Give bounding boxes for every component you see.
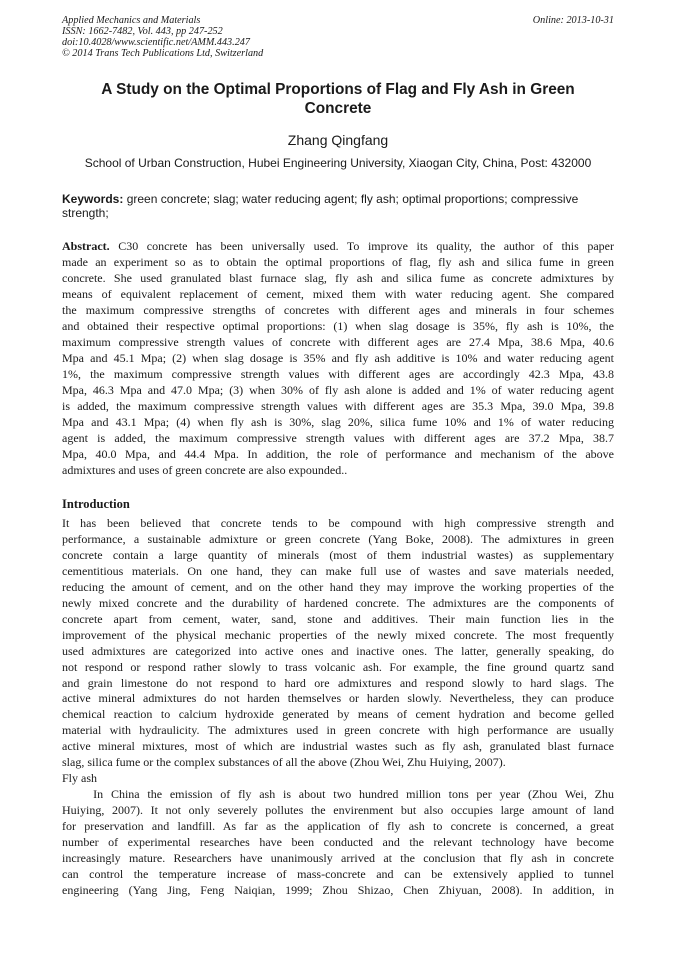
- abstract-line: Mpa and 45.1 Mpa; (2) when slag dosage is 35% and fly ash additive is 10% and water reducing agent: [62, 351, 614, 365]
- abstract: [62, 238, 614, 478]
- body-line: material with hydraulicity. The admixtures used in green concrete with high performance are usually: [62, 723, 614, 738]
- introduction-body: [62, 516, 614, 899]
- subheading-fly-ash: Fly ash: [62, 771, 98, 786]
- body-line: number of experimental researches have been conducted and the relevant technology have become: [62, 835, 614, 850]
- body-line: concrete contain a large quantity of minerals (most of them industrial wastes) as supplementary: [62, 547, 614, 562]
- journal-header: [62, 15, 614, 59]
- abstract-line: [62, 238, 614, 254]
- body-line: newly mixed concrete and the durability of hardened concrete. The admixtures are the components of: [62, 595, 614, 610]
- copyright-line: © 2014 Trans Tech Publications Ltd, Switzerland: [62, 48, 264, 59]
- body-line: slag, silica fume or the complex substances of all the above (Zhou Wei, Zhu Huiying, 2007).: [62, 755, 506, 770]
- body-line: can control the temperature increase of mass-concrete and can be extensively applied to tunnel: [62, 866, 614, 881]
- online-date: Online: 2013-10-31: [532, 15, 614, 26]
- issn-line: ISSN: 1662-7482, Vol. 443, pp 247-252: [62, 26, 223, 37]
- journal-name: Applied Mechanics and Materials: [62, 15, 201, 26]
- body-line: It has been believed that concrete tends to be compound with high compressive strength and: [62, 516, 614, 530]
- abstract-line: and obtained their respective optimal proportions: (1) when slag dosage is 35%, fly ash is 10%, the: [62, 319, 614, 333]
- abstract-line: the maximum compressive strengths of concretes with different ages and minerals in four schemes: [62, 303, 614, 317]
- abstract-line: means of equivalent replacement of cement, mixed them with water reducing agent. She compared: [62, 287, 614, 301]
- abstract-line: 1%, the maximum compressive strength values with different ages are accordingly 42.3 Mpa, 43.8: [62, 367, 614, 381]
- keywords-label: Keywords:: [62, 192, 124, 206]
- body-line: active mineral mixtures, most of which are industrial wastes such as fly ash, granulated blast furnace: [62, 739, 614, 754]
- body-line: concrete apart from cement, water, sand, stone and additives. Their main function lies in the: [62, 611, 614, 626]
- abstract-line: agent is added, the maximum compressive strength values with different ages are 37.2 Mpa, 38.7: [62, 431, 614, 445]
- abstract-line: concrete. She used granulated blast furnace slag, fly ash and silica fume as concrete admixtures by: [62, 271, 614, 285]
- body-line: for preservation and landfill. As far as the application of fly ash to concrete is concerned, a great: [62, 819, 614, 834]
- keywords: [62, 192, 614, 220]
- body-line: reducing the amount of cement, and on the other hand they may improve the working properties of the: [62, 579, 614, 594]
- keywords-text: green concrete; slag; water reducing agent; fly ash; optimal proportions; compressive strength;: [62, 192, 579, 220]
- abstract-line: Mpa and 43.1 Mpa; (4) when fly ash is 30%, slag 20%, silica fume 10% and 1% of water reducing: [62, 415, 614, 429]
- abstract-line: made an experiment so as to obtain the optimal proportions of flag, fly ash and silica fume in green: [62, 255, 614, 269]
- body-line: engineering (Yang Jing, Feng Naiqian, 1999; Zhou Shizao, Chen Zhiyuan, 2008). In addition, in: [62, 882, 614, 897]
- doi-line[interactable]: doi:10.4028/www.scientific.net/AMM.443.247: [62, 37, 250, 48]
- author-name: Zhang Qingfang: [287, 132, 389, 148]
- body-line: and grain limestone do not respond to hard ore admixtures and respond slowly to hard slags. The: [62, 675, 614, 690]
- section-heading-introduction: Introduction: [62, 497, 130, 511]
- title-line: Concrete: [304, 100, 372, 117]
- body-line: In China the emission of fly ash is about two hundred million tons per year (Zhou Wei, Zhu: [62, 787, 614, 802]
- body-line: increasingly mature. Researchers have unanimously arrived at the conclusion that fly ash in concrete: [62, 851, 614, 866]
- abstract-line: admixtures and uses of green concrete are also expounded..: [62, 463, 348, 477]
- body-line: performance, a sustainable admixture or green concrete (Yang Boke, 2008). The admixtures in green: [62, 531, 614, 546]
- paper-title: [62, 80, 614, 118]
- body-line: improvement of the physical mechanic properties of the newly mixed concrete. The most frequently: [62, 627, 614, 642]
- abstract-label: Abstract.: [62, 239, 110, 253]
- title-line: A Study on the Optimal Proportions of Flag and Fly Ash in Green: [101, 81, 575, 98]
- body-line: chemical reaction to calcium hydroxide generated by means of cement hydration and become gelled: [62, 707, 614, 722]
- body-line: Huiying, 2007). It not only severely pollutes the envirenment but also occupies large amount of land: [62, 803, 614, 818]
- body-line: not respond or respond rather slowly to trass volcanic ash. For example, the fine ground quartz sand: [62, 659, 614, 674]
- abstract-line: is added, the maximum compressive strength values with different ages are 35.3 Mpa, 39.0 Mpa, 39.8: [62, 399, 614, 413]
- body-line: active mineral admixtures do not harden themselves or harden slowly. Nevertheless, they can produce: [62, 691, 614, 706]
- body-line: cementitious materials. On one hand, they can make full use of wastes and save materials needed,: [62, 563, 614, 578]
- abstract-line: maximum compressive strength values of concrete with different ages are 27.4 Mpa, 38.6 Mpa, 40.6: [62, 335, 614, 349]
- affiliation: School of Urban Construction, Hubei Engineering University, Xiaogan City, China, Post: 432000: [84, 156, 592, 170]
- body-line: used admixtures are categorized into active ones and inactive ones. The latter, generally speaking, do: [62, 643, 614, 658]
- abstract-first-text: C30 concrete has been universally used. To improve its quality, the author of this paper: [109, 239, 614, 253]
- abstract-line: Mpa, 46.3 Mpa and 47.0 Mpa; (3) when 30% of fly ash alone is added and 1% of water reducing agent: [62, 383, 614, 397]
- abstract-line: Mpa, 40.0 Mpa, and 44.4 Mpa. In addition, the role of performance and mechanism of the above: [62, 447, 614, 461]
